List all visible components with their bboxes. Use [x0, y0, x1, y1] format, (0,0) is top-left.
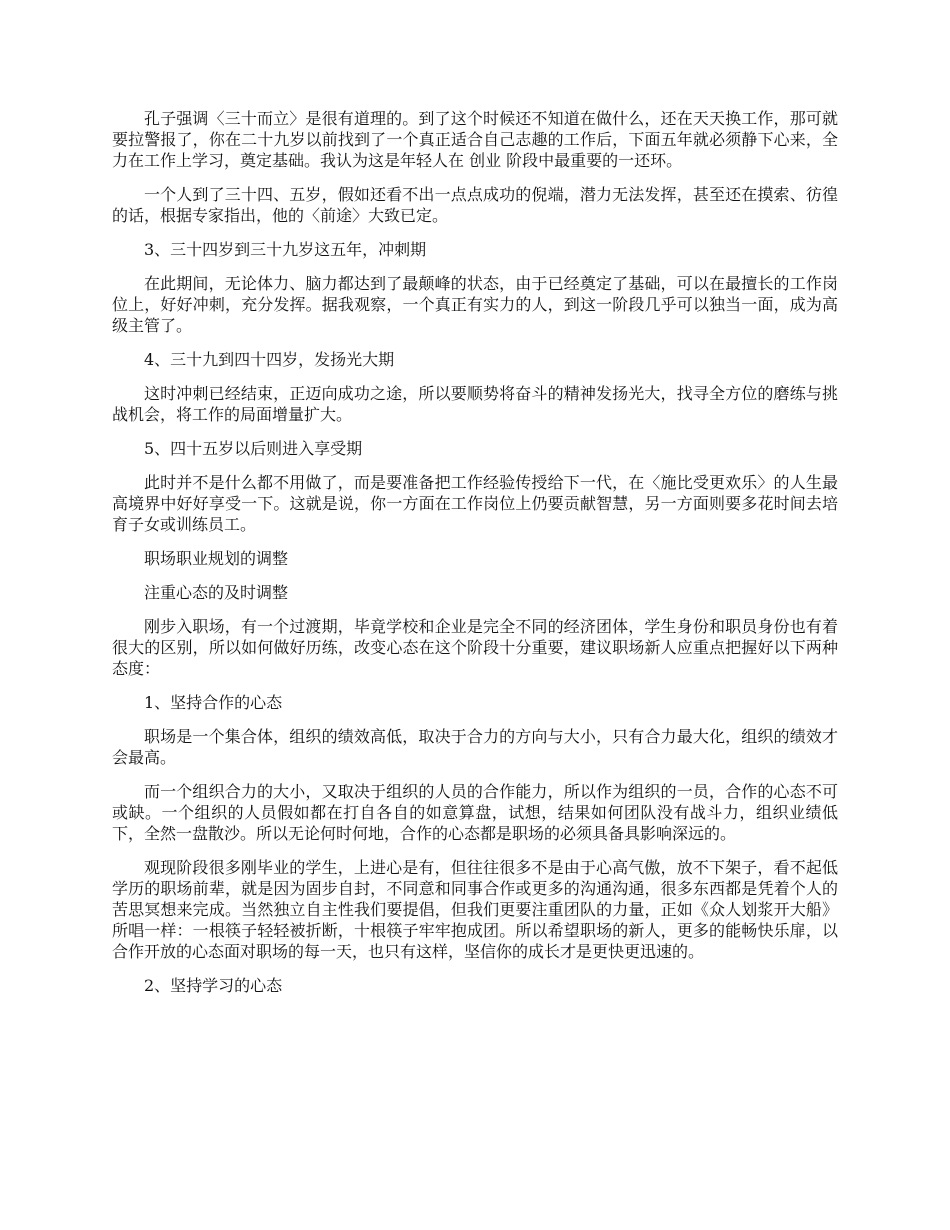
section-heading: 2、坚持学习的心态 [144, 976, 283, 995]
paragraph: 一个人到了三十四、五岁，假如还看不出一点点成功的倪端，潜力无法发挥，甚至还在摸索、彷徨的话，根据专家指出，他的〈前途〉大致已定。 [112, 185, 838, 225]
section-heading: 职场职业规划的调整 [144, 549, 289, 568]
document-page [112, 108, 838, 1009]
section-heading: 4、三十九到四十四岁，发扬光大期 [144, 350, 395, 369]
paragraph: 此时并不是什么都不用做了，而是要准备把工作经验传授给下一代，在〈施比受更欢乐〉的人生最高境界中好好享受一下。这就是说，你一方面在工作岗位上仍要贡献智慧，另一方面则要多花时间去培育子女或训练员工。 [112, 473, 838, 534]
section-heading: 3、三十四岁到三十九岁这五年，冲刺期 [144, 240, 427, 259]
paragraph: 孔子强调〈三十而立〉是很有道理的。到了这个时候还不知道在做什么，还在天天换工作，那可就要拉警报了，你在二十九岁以前找到了一个真正适合自己志趣的工作后，下面五年就必须静下心来，全力在工作上学习，奠定基础。我认为这是年轻人在 创业 阶段中最重要的一还环。 [112, 109, 838, 170]
paragraph: 在此期间，无论体力、脑力都达到了最颠峰的状态，由于已经奠定了基础，可以在最擅长的工作岗位上，好好冲刺，充分发挥。据我观察，一个真正有实力的人，到这一阶段几乎可以独当一面，成为高级主管了。 [112, 274, 838, 335]
paragraph: 职场是一个集合体，组织的绩效高低，取决于合力的方向与大小，只有合力最大化，组织的绩效才会最高。 [112, 727, 838, 767]
paragraph: 刚步入职场，有一个过渡期，毕竟学校和企业是完全不同的经济团体，学生身份和职员身份也有着很大的区别，所以如何做好历练，改变心态在这个阶段十分重要，建议职场新人应重点把握好以下两种态度： [112, 617, 838, 678]
section-heading: 1、坚持合作的心态 [144, 693, 283, 712]
paragraph: 观现阶段很多刚毕业的学生，上进心是有，但往往很多不是由于心高气傲，放不下架子，看不起低学历的职场前辈，就是因为固步自封，不同意和同事合作或更多的沟通沟通，很多东西都是凭着个人的苦思冥想来完成。当然独立自主性我们要提倡，但我们更要注重团队的力量，正如《众人划浆开大船》所唱一样：一根筷子轻轻被折断，十根筷子牢牢抱成团。所以希望职场的新人，更多的能畅快乐扉，以合作开放的心态面对职场的每一天，也只有这样，坚信你的成长才是更快更迅速的。 [112, 858, 838, 961]
paragraph: 这时冲刺已经结束，正迈向成功之途，所以要顺势将奋斗的精神发扬光大，找寻全方位的磨练与挑战机会，将工作的局面增量扩大。 [112, 384, 838, 424]
paragraph: 而一个组织合力的大小，又取决于组织的人员的合作能力，所以作为组织的一员，合作的心态不可或缺。一个组织的人员假如都在打自各自的如意算盘，试想，结果如何团队没有战斗力，组织业绩低下，全然一盘散沙。所以无论何时何地，合作的心态都是职场的必须具备具影响深远的。 [112, 782, 838, 843]
section-heading: 5、四十五岁以后则进入享受期 [144, 439, 363, 458]
section-heading: 注重心态的及时调整 [144, 583, 289, 602]
